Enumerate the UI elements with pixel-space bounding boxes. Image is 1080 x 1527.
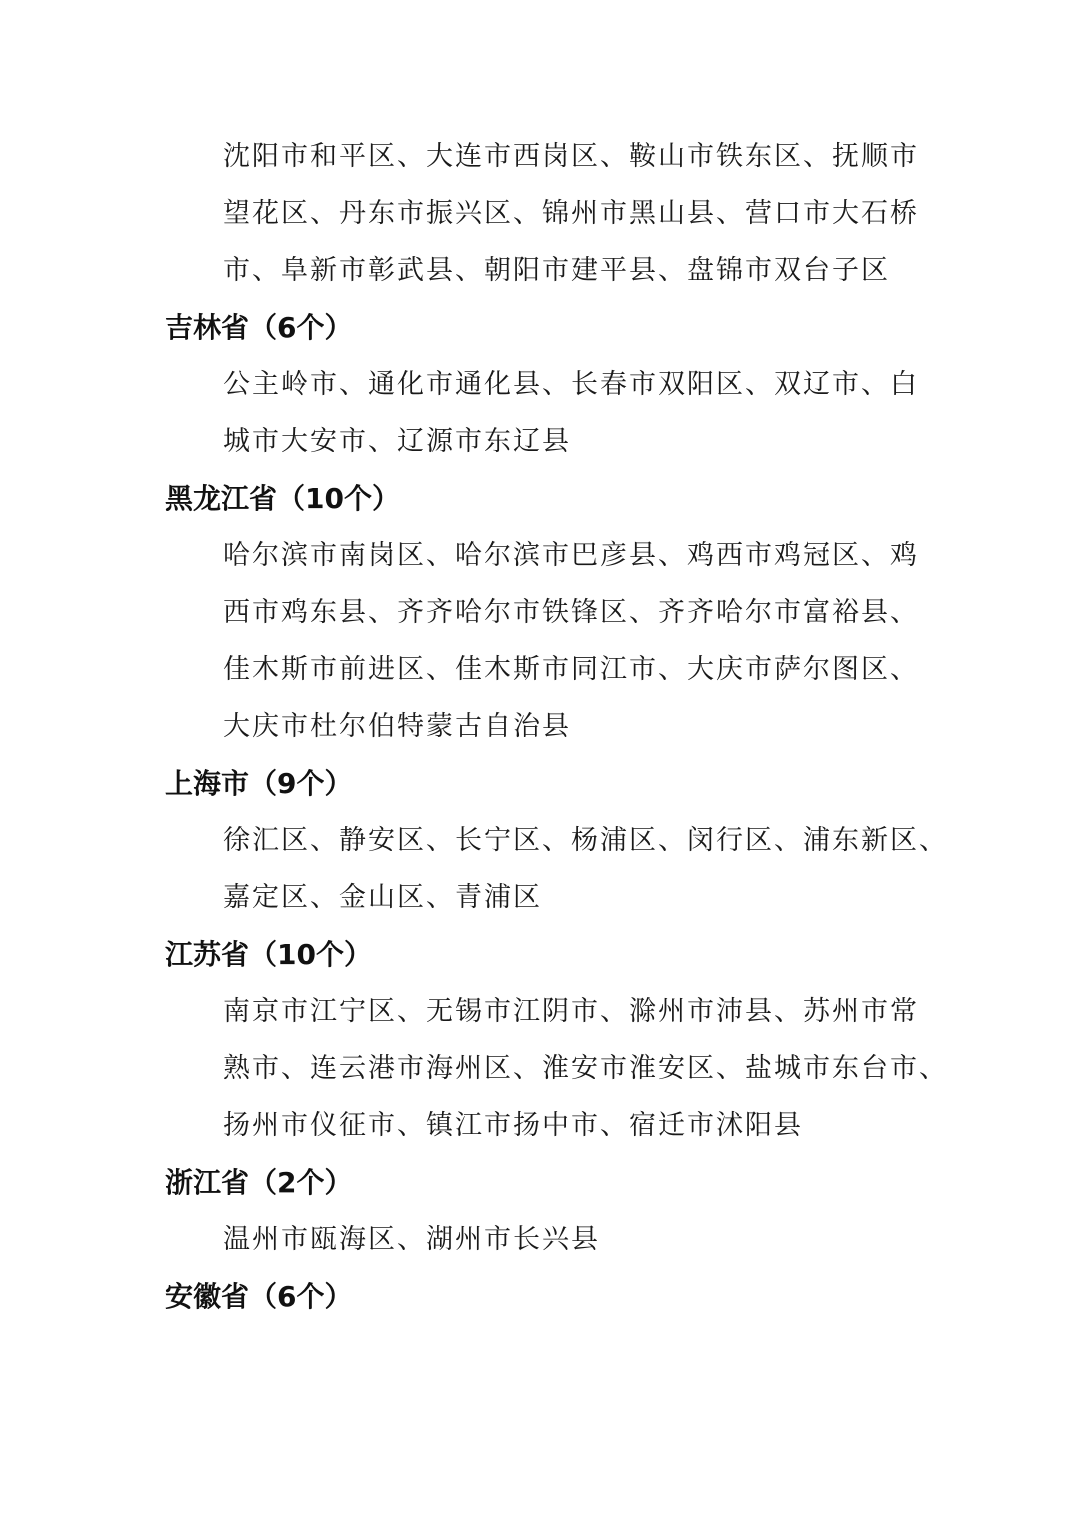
region-list (165, 128, 948, 1325)
region-line: 佳木斯市前进区、佳木斯市同江市、大庆市萨尔图区、 (223, 654, 919, 685)
region-line: 徐汇区、静安区、长宁区、杨浦区、闵行区、浦东新区、 (223, 825, 948, 856)
region-line: 大庆市杜尔伯特蒙古自治县 (223, 711, 571, 742)
region-line: 哈尔滨市南岗区、哈尔滨市巴彦县、鸡西市鸡冠区、鸡 (223, 540, 919, 571)
province-heading: 上海市（9个） (165, 767, 353, 800)
region-line: 市、阜新市彰武县、朝阳市建平县、盘锦市双台子区 (223, 255, 890, 286)
province-heading: 江苏省（10个） (165, 938, 372, 971)
region-line: 公主岭市、通化市通化县、长春市双阳区、双辽市、白 (223, 369, 919, 400)
section-heilongjiang (165, 470, 925, 755)
section-jiangsu (165, 926, 948, 1154)
province-heading: 黑龙江省（10个） (165, 482, 400, 515)
region-line: 城市大安市、辽源市东辽县 (223, 426, 571, 457)
section-jilin (165, 299, 925, 470)
region-line: 西市鸡东县、齐齐哈尔市铁锋区、齐齐哈尔市富裕县、 (223, 597, 919, 628)
province-heading: 安徽省（6个） (165, 1280, 353, 1313)
province-heading: 浙江省（2个） (165, 1166, 353, 1199)
province-heading: 吉林省（6个） (165, 311, 353, 344)
section-zhejiang (165, 1154, 925, 1268)
region-line: 扬州市仪征市、镇江市扬中市、宿迁市沭阳县 (223, 1110, 803, 1141)
region-line: 嘉定区、金山区、青浦区 (223, 882, 542, 913)
region-line: 沈阳市和平区、大连市西岗区、鞍山市铁东区、抚顺市 (223, 141, 919, 172)
region-line: 望花区、丹东市振兴区、锦州市黑山县、营口市大石桥 (223, 198, 919, 229)
region-line: 南京市江宁区、无锡市江阴市、滁州市沛县、苏州市常 (223, 996, 919, 1027)
section-liaoning-continued (165, 128, 925, 299)
region-line: 熟市、连云港市海州区、淮安市淮安区、盐城市东台市、 (223, 1053, 948, 1084)
region-line: 温州市瓯海区、湖州市长兴县 (223, 1224, 600, 1255)
section-anhui (165, 1268, 925, 1325)
section-shanghai (165, 755, 948, 926)
